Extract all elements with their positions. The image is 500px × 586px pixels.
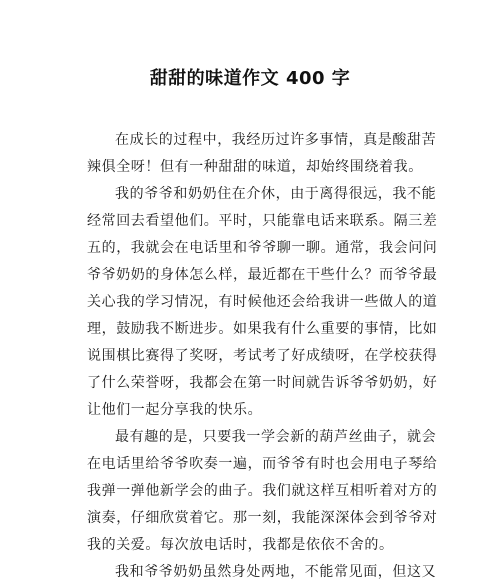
paragraph-2-line-5: 关心我的学习情况，有时候他还会给我讲一些做人的道 [87,294,438,310]
paragraph-1-line-1: 在成长的过程中，我经历过许多事情，真是酸甜苦 [115,132,437,148]
essay-title: 甜甜的味道作文 400 字 [149,68,351,89]
paragraph-2-line-6: 理，鼓励我不断进步。如果我有什么重要的事情，比如 [87,321,438,337]
paragraph-2-line-1: 我的爷爷和奶奶住在介休，由于离得很远，我不能 [115,186,437,202]
essay-body [87,127,438,586]
paragraph-2-line-9: 让他们一起分享我的快乐。 [87,402,263,418]
paragraph-1-line-2: 辣俱全呀！但有一种甜甜的味道，却始终围绕着我。 [87,159,423,175]
paragraph-4-line-1: 我和爷爷奶奶虽然身处两地，不能常见面，但这又 [115,564,437,580]
paragraph-3-line-1: 最有趣的是，只要我一学会新的葫芦丝曲子，就会 [115,429,437,445]
paragraph-2-line-4: 爷爷奶奶的身体怎么样，最近都在干些什么？而爷爷最 [87,267,438,283]
paragraph-2-line-8: 了什么荣誉呀，我都会在第一时间就告诉爷爷奶奶，好 [87,375,438,391]
paragraph-2-line-7: 说围棋比赛得了奖呀，考试考了好成绩呀，在学校获得 [87,348,438,364]
paragraph-2-line-3: 五的，我就会在电话里和爷爷聊一聊。通常，我会问问 [87,240,438,256]
paragraph-3-line-4: 演奏，仔细欣赏着它。那一刻，我能深深体会到爷爷对 [87,510,438,526]
paragraph-3-line-3: 我弹一弹他新学会的曲子。我们就这样互相听着对方的 [87,483,438,499]
paragraph-2-line-2: 经常回去看望他们。平时，只能靠电话来联系。隔三差 [87,213,438,229]
paragraph-3-line-5: 我的关爱。每次放电话时，我都是依依不舍的。 [87,537,394,553]
paragraph-3-line-2: 在电话里给爷爷吹奏一遍，而爷爷有时也会用电子琴给 [87,456,438,472]
